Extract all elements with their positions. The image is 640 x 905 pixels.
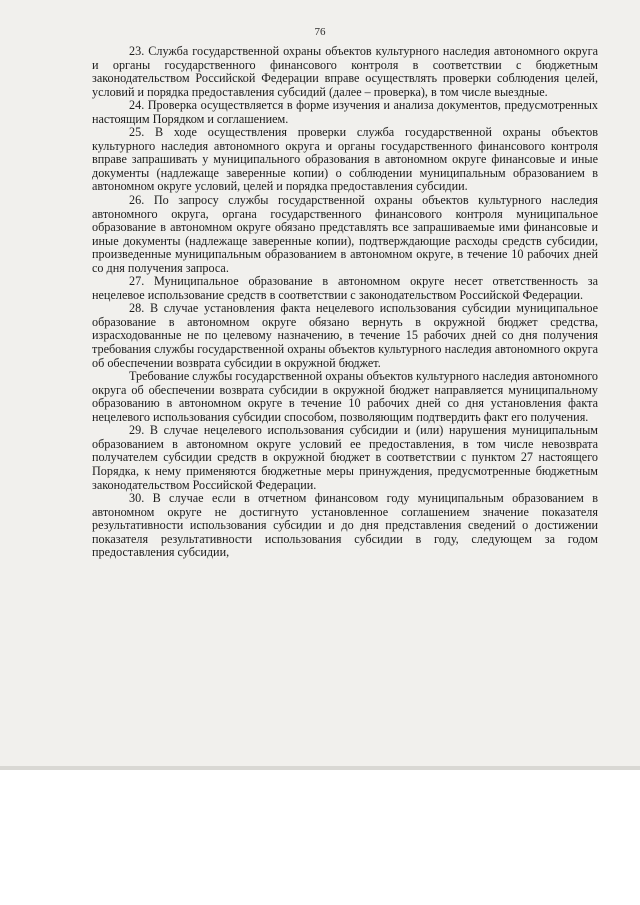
scan-edge [0,766,640,770]
paragraph-30: 30. В случае если в отчетном финансовом году муниципальным образованием в автономном округе не достигнуто установленное соглашением значение показателя результативности использования субсидии и до дня представления сведений о достижении показателя результативности использования субсидии в году, следующем за годом предоставления субсидии, [92,491,598,560]
page-number: 76 [314,26,326,38]
paragraph-28-requirement: Требование службы государственной охраны объектов культурного наследия автономного округа об обеспечении возврата субсидии в окружной бюджет направляется муниципальному образованию в автономном округе в течение 10 рабочих дней со дня установления факта нецелевого использования субсидии способом, позволяющим подтвердить факт его получения. [92,369,598,424]
paragraph-23: 23. Служба государственной охраны объектов культурного наследия автономного округа и органы государственного финансового контроля в соответствии с бюджетным законодательством Российской Федерации вправе осуществлять проверки соблюдения целей, условий и порядка предоставления субсидий (далее – проверка), в том числе выездные. [92,44,598,99]
paragraph-25: 25. В ходе осуществления проверки служба государственной охраны объектов культурного наследия автономного округа и органы государственного финансового контроля вправе запрашивать у муниципального образования в автономном округе финансовые и иные документы (надлежаще заверенные копии) о соблюдении муниципальным образованием в автономном округе условий, целей и порядка предоставления субсидии. [92,125,598,194]
document-body [92,45,598,560]
paragraph-26: 26. По запросу службы государственной охраны объектов культурного наследия автономного округа, органа государственного финансового контроля муниципальное образование в автономном округе обязано представлять все запрашиваемые ими финансовые и иные документы (надлежаще заверенные копии), подтверждающие расходы средств субсидии, произведенные муниципальным образованием в автономном округе, в течение 10 рабочих дней со дня получения запроса. [92,193,598,275]
paragraph-24: 24. Проверка осуществляется в форме изучения и анализа документов, предусмотренных настоящим Порядком и соглашением. [92,98,598,126]
paragraph-29: 29. В случае нецелевого использования субсидии и (или) нарушения муниципальным образованием в автономном округе условий ее предоставления, в том числе невозврата получателем субсидии средств в окружной бюджет в соответствии с пунктом 27 настоящего Порядка, к нему применяются бюджетные меры принуждения, предусмотренные бюджетным законодательством Российской Федерации. [92,423,598,492]
paragraph-28: 28. В случае установления факта нецелевого использования субсидии муниципальное образование в автономном округе обязано вернуть в окружной бюджет средства, израсходованные не по целевому назначению, в течение 15 рабочих дней со дня получения требования службы государственной охраны объектов культурного наследия автономного округа об обеспечении возврата субсидии в окружной бюджет. [92,301,598,370]
paragraph-27: 27. Муниципальное образование в автономном округе несет ответственность за нецелевое использование средств в соответствии с законодательством Российской Федерации. [92,274,598,302]
